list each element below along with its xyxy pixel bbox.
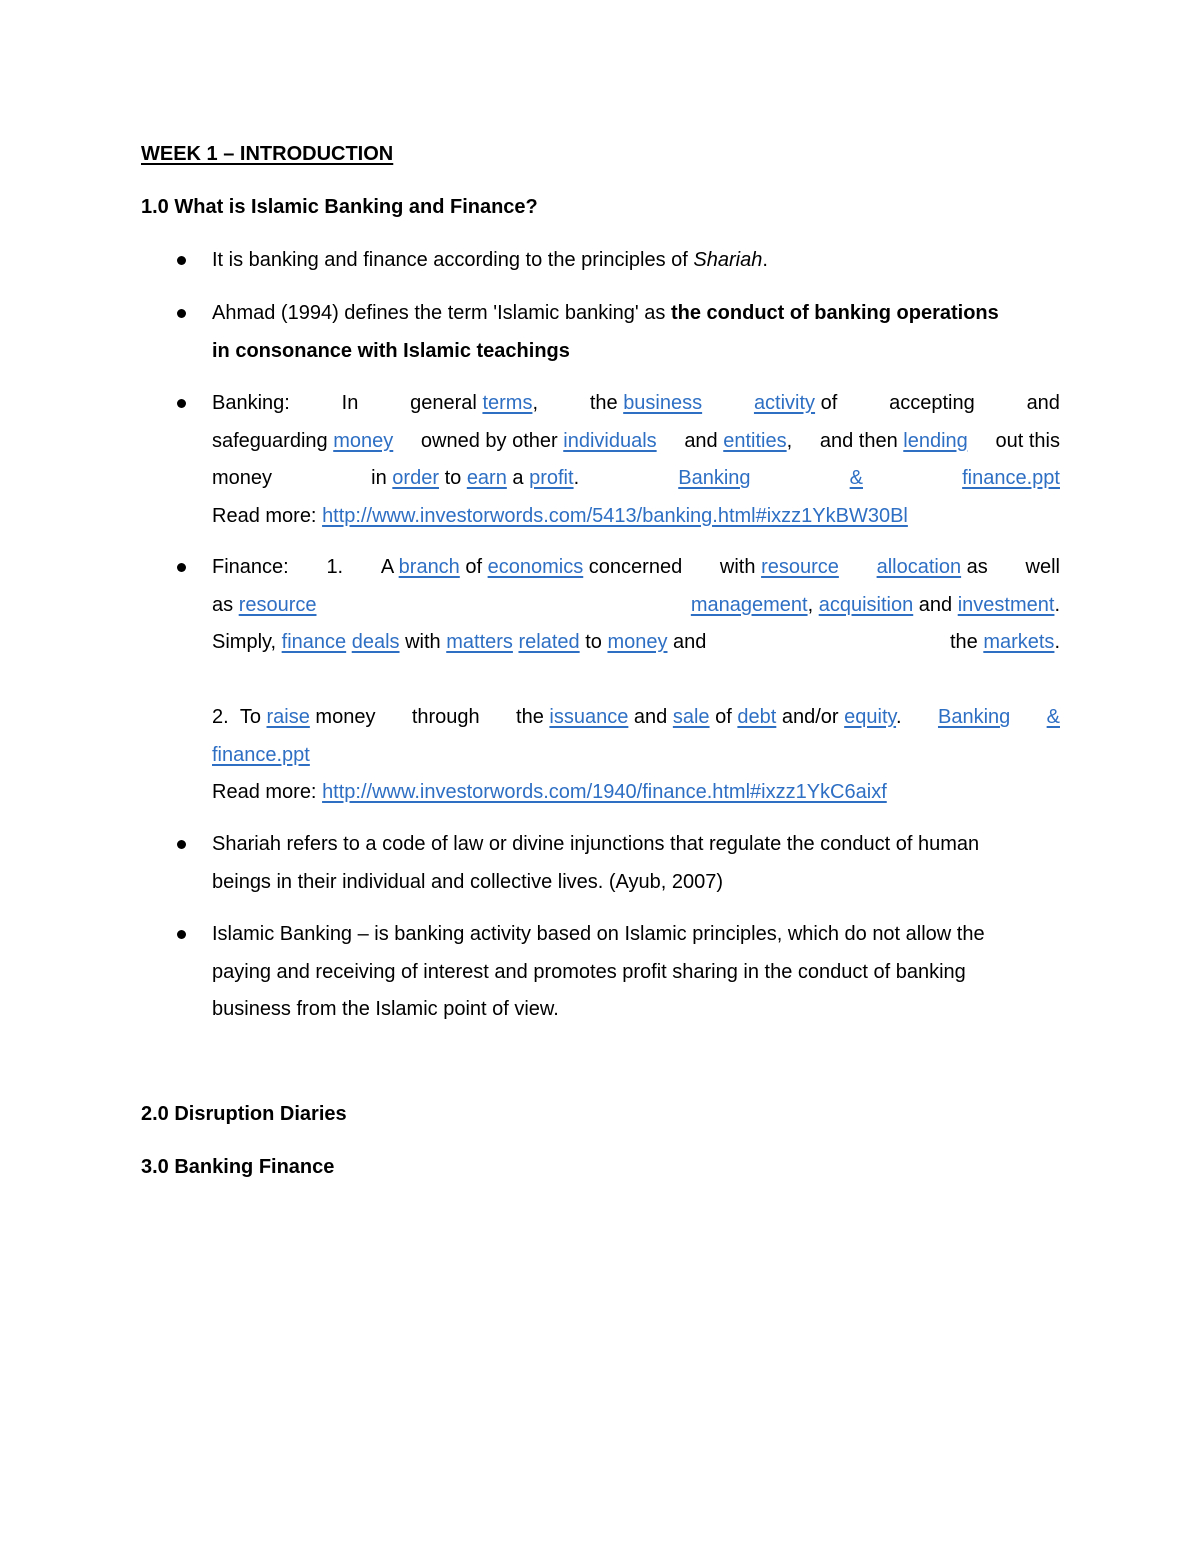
link-banking-ppt-2[interactable]: Banking [937, 706, 1011, 728]
bullet-item-shariah-code: Shariah refers to a code of law or divine injunctions that regulate the conduct of human beings in their individual and collective lives. (Ayub, 2007) [212, 833, 980, 893]
link-branch[interactable]: branch [398, 556, 460, 578]
bullet-icon [177, 930, 186, 939]
link-ampersand[interactable]: & [849, 467, 863, 489]
link-acquisition[interactable]: acquisition [818, 593, 914, 616]
link-investorwords-finance[interactable]: http://www.investorwords.com/1940/finance.html#ixzz1YkC6aixf [322, 781, 887, 803]
bullet-item-islamic-banking: Islamic Banking – is banking activity based on Islamic principles, which do not allow the paying and receiving of interest and promotes profit sharing in the conduct of banking business from the Islamic point of view. [212, 923, 985, 1020]
link-management[interactable]: management [690, 593, 808, 616]
link-ampersand-2[interactable]: & [1046, 706, 1060, 728]
link-resource-2[interactable]: resource [238, 593, 317, 616]
link-individuals[interactable]: individuals [563, 429, 657, 452]
link-order[interactable]: order [392, 467, 439, 489]
week-heading: WEEK 1 – INTRODUCTION [141, 143, 394, 165]
link-finance-ppt-2[interactable]: finance.ppt [212, 743, 310, 766]
link-issuance[interactable]: issuance [549, 706, 629, 728]
link-entities[interactable]: entities [723, 429, 787, 452]
link-deals[interactable]: deals [351, 631, 400, 653]
link-related[interactable]: related [518, 631, 580, 653]
bullet-icon [177, 840, 186, 849]
bullet-icon [177, 309, 186, 318]
link-banking-ppt[interactable]: Banking [678, 467, 751, 489]
link-finance[interactable]: finance [281, 631, 347, 653]
bullet-item-finance-definition: Finance: 1. A branch of economics concerned with resource allocation as well as resource management, acquisition and investment. Simply, finance deals with matters related to money and the markets. 2. To raise money through the issuance and sale of debt and/or equity. Banking & finance.ppt Read more: http://www.investorwords.com/1940/finance.html#ixzz1YkC6aixf [212, 556, 1060, 803]
link-economics[interactable]: economics [487, 556, 584, 578]
link-terms[interactable]: terms [482, 392, 533, 414]
link-activity[interactable]: activity [753, 392, 816, 414]
link-money-2[interactable]: money [607, 631, 668, 653]
bullet-icon [177, 256, 186, 265]
section-2-title: 2.0 Disruption Diaries [141, 1103, 347, 1125]
link-money[interactable]: money [333, 429, 394, 452]
link-allocation[interactable]: allocation [876, 556, 962, 578]
link-sale[interactable]: sale [672, 706, 710, 728]
link-markets[interactable]: markets [983, 631, 1055, 653]
link-lending[interactable]: lending [903, 429, 968, 452]
link-investorwords-banking[interactable]: http://www.investorwords.com/5413/banking.html#ixzz1YkBW30Bl [322, 504, 908, 527]
bullet-icon [177, 563, 186, 572]
bullet-icon [177, 399, 186, 408]
link-investment[interactable]: investment [957, 593, 1055, 616]
section-3-title: 3.0 Banking Finance [141, 1156, 335, 1178]
bullet-item-shariah-principles: It is banking and finance according to the principles of Shariah. [212, 249, 768, 271]
link-finance-ppt[interactable]: finance.ppt [962, 467, 1060, 489]
link-profit[interactable]: profit [529, 467, 574, 489]
link-debt[interactable]: debt [737, 706, 777, 728]
link-earn[interactable]: earn [466, 467, 507, 489]
link-matters[interactable]: matters [446, 631, 513, 653]
link-business[interactable]: business [623, 392, 703, 414]
bullet-item-ahmad-definition: Ahmad (1994) defines the term 'Islamic banking' as the conduct of banking operations in consonance with Islamic teachings [212, 302, 999, 362]
link-resource[interactable]: resource [761, 556, 839, 578]
link-equity[interactable]: equity [844, 706, 897, 728]
section-1-title: 1.0 What is Islamic Banking and Finance? [141, 196, 538, 218]
bullet-item-banking-definition: Banking: In general terms, the business activity of accepting and safeguarding money owned by other individuals and entities, and then lending out this money in order to earn a profit. Banking & finance.ppt Read more: http://www.investorwords.com/5413/banking.html#ixzz1YkBW30Bl [212, 392, 1060, 527]
link-raise[interactable]: raise [266, 706, 310, 728]
